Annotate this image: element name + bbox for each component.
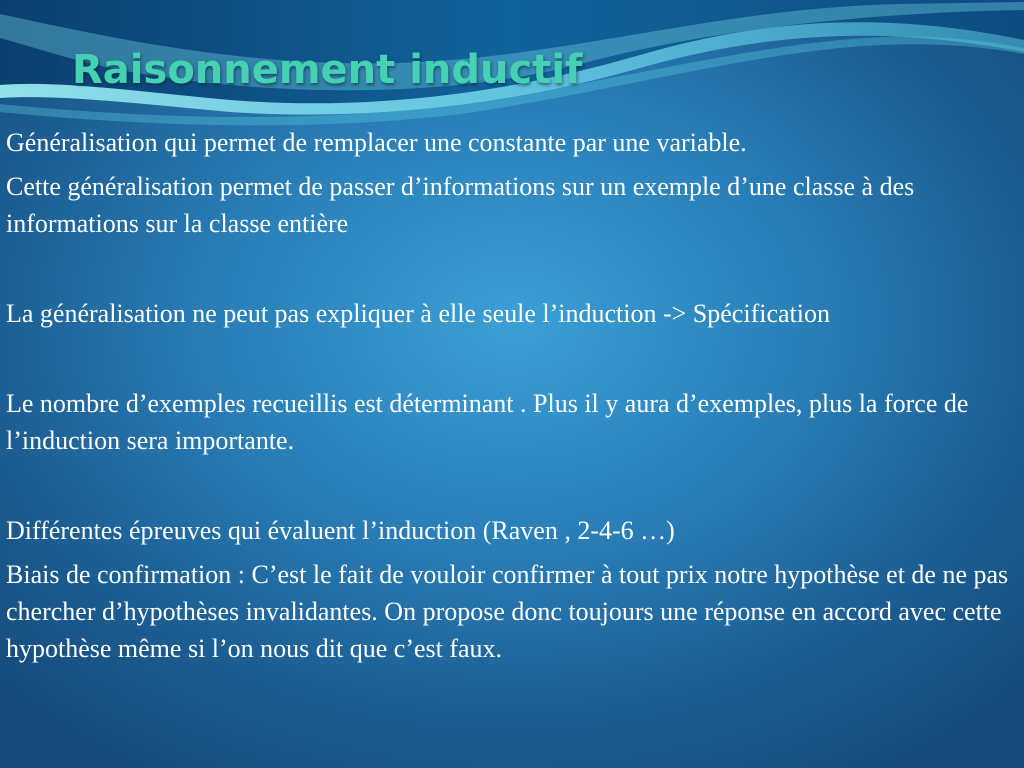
slide-title: Raisonnement inductif	[72, 47, 583, 93]
paragraph-confirmation-bias: Biais de confirmation : C’est le fait de vouloir confirmer à tout prix notre hypothèse et de ne pas chercher d’hypothèses invalidantes. On propose donc toujours une réponse en accord avec cette hypothèse même si l’on nous dit que c’est faux.	[6, 560, 1009, 663]
paragraph-spacer	[6, 249, 1016, 295]
paragraph-spacer	[6, 339, 1016, 385]
paragraph-examples-count: Le nombre d’exemples recueillis est déterminant . Plus il y aura d’exemples, plus la force de l’induction sera importante.	[6, 389, 969, 455]
paragraph-specification: La généralisation ne peut pas expliquer à elle seule l’induction -> Spécification	[6, 299, 830, 328]
paragraph-induction-tests: Différentes épreuves qui évaluent l’induction (Raven , 2-4-6 …)	[6, 516, 675, 545]
paragraph-class-information: Cette généralisation permet de passer d’informations sur un exemple d’une classe à des informations sur la classe entière	[6, 172, 915, 238]
slide-body	[6, 124, 1016, 674]
paragraph-generalisation: Généralisation qui permet de remplacer une constante par une variable.	[6, 128, 747, 157]
paragraph-spacer	[6, 466, 1016, 512]
